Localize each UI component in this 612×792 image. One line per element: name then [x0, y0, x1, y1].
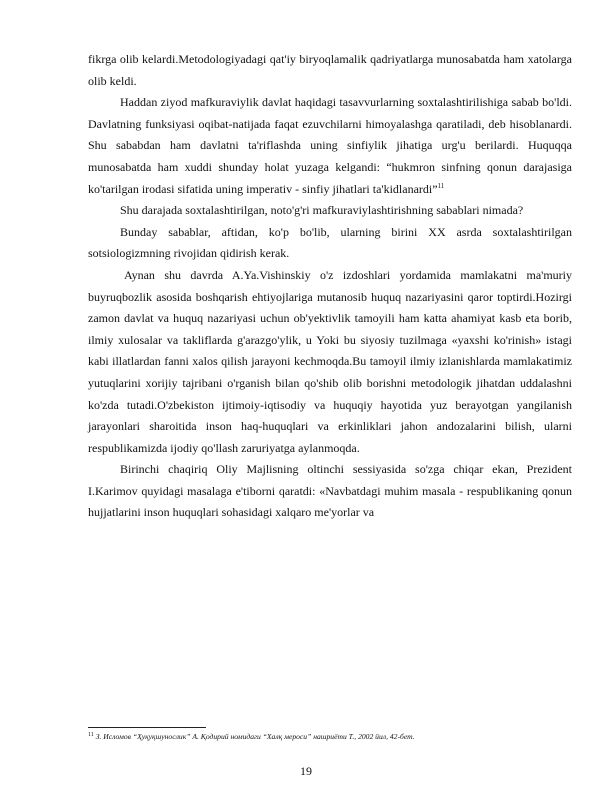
- body-text: [88, 49, 572, 524]
- paragraph-2-text: Haddan ziyod mafkuraviylik davlat haqidagi tasavvurlarning soxtalashtirilishiga sabab bo'ldi. Davlatning funksiyasi oqibat-natijada faqat ezuvchilarni himoyalashga qaratiladi, deb hisoblanardi. Shu sababdan ham davlatni ta'riflashda uning sinfiylik jihatiga urg'u berilardi. Huquqqa munosabatda ham xuddi shunday holat yuzaga kelgandi: “hukmron sinfning qonun darajasiga ko'tarilgan irodasi sifatida uning imperativ - sinfiy jihatlari ta'kidlanardi”: [88, 95, 572, 196]
- paragraph-6: Birinchi chaqiriq Oliy Majlisning oltinchi sessiyasida so'zga chiqar ekan, Prezident I.Karimov quyidagi masalaga e'tiborni qaratdi: «Navbatdagi muhim masala - respublikaning qonun hujjatlarini inson huquqlari sohasidagi xalqaro me'yorlar va: [88, 462, 572, 520]
- footnote-text: З. Исломов “Ҳуқуқшунослик” А. Қодирий номидаги “Халқ мероси” нашриёти Т., 2002 йил, 42-бет.: [95, 732, 415, 741]
- paragraph-3: Shu darajada soxtalashtirilgan, noto'g'ri mafkuraviylashtirishning sabablari nimada?: [120, 203, 524, 218]
- footnote-marker: 11: [88, 732, 94, 738]
- footnote: [88, 732, 572, 742]
- page-number: 19: [300, 764, 312, 778]
- footnote-reference[interactable]: 11: [437, 181, 445, 190]
- paragraph-2: [88, 92, 572, 200]
- footnote-divider: [88, 727, 206, 728]
- paragraph-1: fikrga olib kelardi.Metodologiyadagi qat'iy biryoqlamalik qadriyatlarga munosabatda ham xatolarga olib keldi.: [88, 52, 572, 88]
- paragraph-4: Bunday sabablar, aftidan, ko'p bo'lib, ularning birini XX asrda soxtalashtirilgan sotsiologizmning rivojidan qidirish kerak.: [88, 224, 572, 261]
- paragraph-5: Aynan shu davrda A.Ya.Vishinskiy o'z izdoshlari yordamida mamlakatni ma'muriy buyruqbozlik asosida boshqarish ehtiyojlariga mutanosib huquq nazariyasini qaror toptirdi.Hozirgi zamon davlat va huquq nazariyasi uchun ob'yektivlik tamoyili ham katta ahamiyat kasb eta borib, ilmiy xulosalar va takliflarda g'arazgo'ylik, u Yoki bu siyosiy tuzilmaga «yaxshi ko'rinish» istagi kabi illatlardan fanni xalos qilish jarayoni kechmoqda.Bu tamoyil ilmiy izlanishlarda mamlakatimiz yutuqlarini xorijiy tajribani o'rganish bilan qo'shib olib borishni metodologik jihatdan uddalashni ko'zda tutadi.O'zbekiston ijtimoiy-iqtisodiy va huquqiy hayotida yuz berayotgan yangilanish jarayonlari sharoitida inson haq-huquqlari va erkinliklari jahon andozalarini bilish, ularni respublikamizda ijodiy qo'llash zaruriyatga aylanmoqda.: [88, 267, 572, 455]
